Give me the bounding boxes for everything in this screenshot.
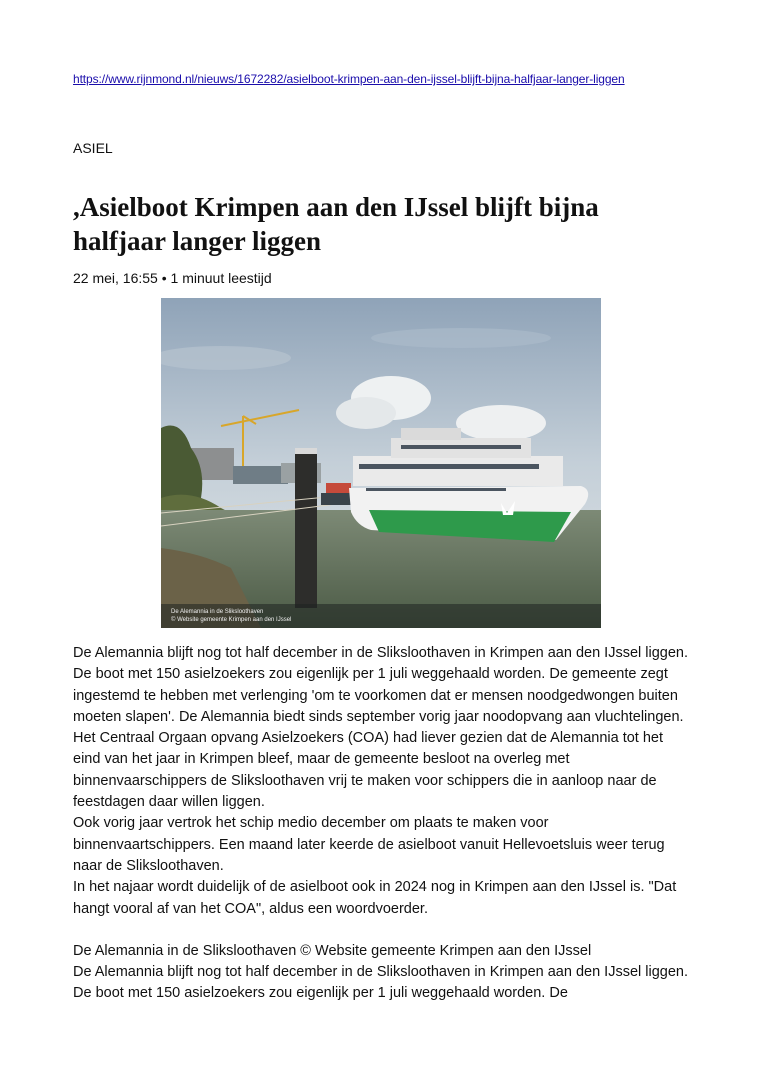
article-title: ,Asielboot Krimpen aan den IJssel blijft bijna halfjaar langer liggen bbox=[73, 192, 599, 256]
category-label: ASIEL bbox=[73, 140, 113, 156]
paragraph-4: In het najaar wordt duidelijk of de asielboot ook in 2024 nog in Krimpen aan den IJssel is. "Dat hangt vooral af van het COA", aldus een woordvoerder. bbox=[73, 879, 677, 917]
article-meta: 22 mei, 16:55 • 1 minuut leestijd bbox=[73, 270, 272, 286]
photo-overlay-caption bbox=[171, 608, 291, 624]
paragraph-1: De Alemannia blijft nog tot half december in de Sliksloothaven in Krimpen aan den IJssel liggen. De boot met 150 asielzoekers zou eigenlijk per 1 juli weggehaald worden. De gemeente zegt ingestemd te hebben met verlenging 'om te voorkomen dat er mensen noodgedwongen buiten moeten slapen'. De Alemannia biedt sinds september vorig jaar noodopvang aan vluchtelingen. bbox=[73, 645, 689, 725]
source-url-link[interactable]: https://www.rijnmond.nl/nieuws/1672282/asielboot-krimpen-aan-den-ijssel-blijft-bijna-halfjaar-langer-liggen bbox=[73, 72, 625, 86]
overlay-caption-line2: © Website gemeente Krimpen aan den IJssel bbox=[171, 617, 292, 623]
image-caption-text: De Alemannia in de Sliksloothaven © Website gemeente Krimpen aan den IJssel bbox=[73, 942, 592, 959]
article-body bbox=[73, 643, 693, 1005]
paragraph-2: Het Centraal Orgaan opvang Asielzoekers (COA) had liever gezien dat de Alemannia tot het eind van het jaar in Krimpen bleef, maar de gemeente besloot na overleg met binnenvaarschippers de Sliksloothaven vrij te maken voor schippers die in aanloop naar de feestdagen daar willen liggen. bbox=[73, 730, 664, 811]
paragraph-3: Ook vorig jaar vertrok het schip medio december om plaats te maken voor binnenvaartschippers. Een maand later keerde de asielboot vanuit Hellevoetsluis weer terug naar de Sliksloothaven. bbox=[73, 815, 665, 874]
ship-photo-illustration bbox=[161, 298, 601, 628]
overlay-caption-line1: De Alemannia in de Sliksloothaven bbox=[171, 609, 264, 615]
paragraph-gap bbox=[73, 920, 693, 941]
article-photo bbox=[161, 298, 601, 628]
repeated-paragraph: De Alemannia blijft nog tot half december in de Sliksloothaven in Krimpen aan den IJssel liggen. De boot met 150 asielzoekers zou eigenlijk per 1 juli weggehaald worden. De bbox=[73, 964, 689, 1002]
